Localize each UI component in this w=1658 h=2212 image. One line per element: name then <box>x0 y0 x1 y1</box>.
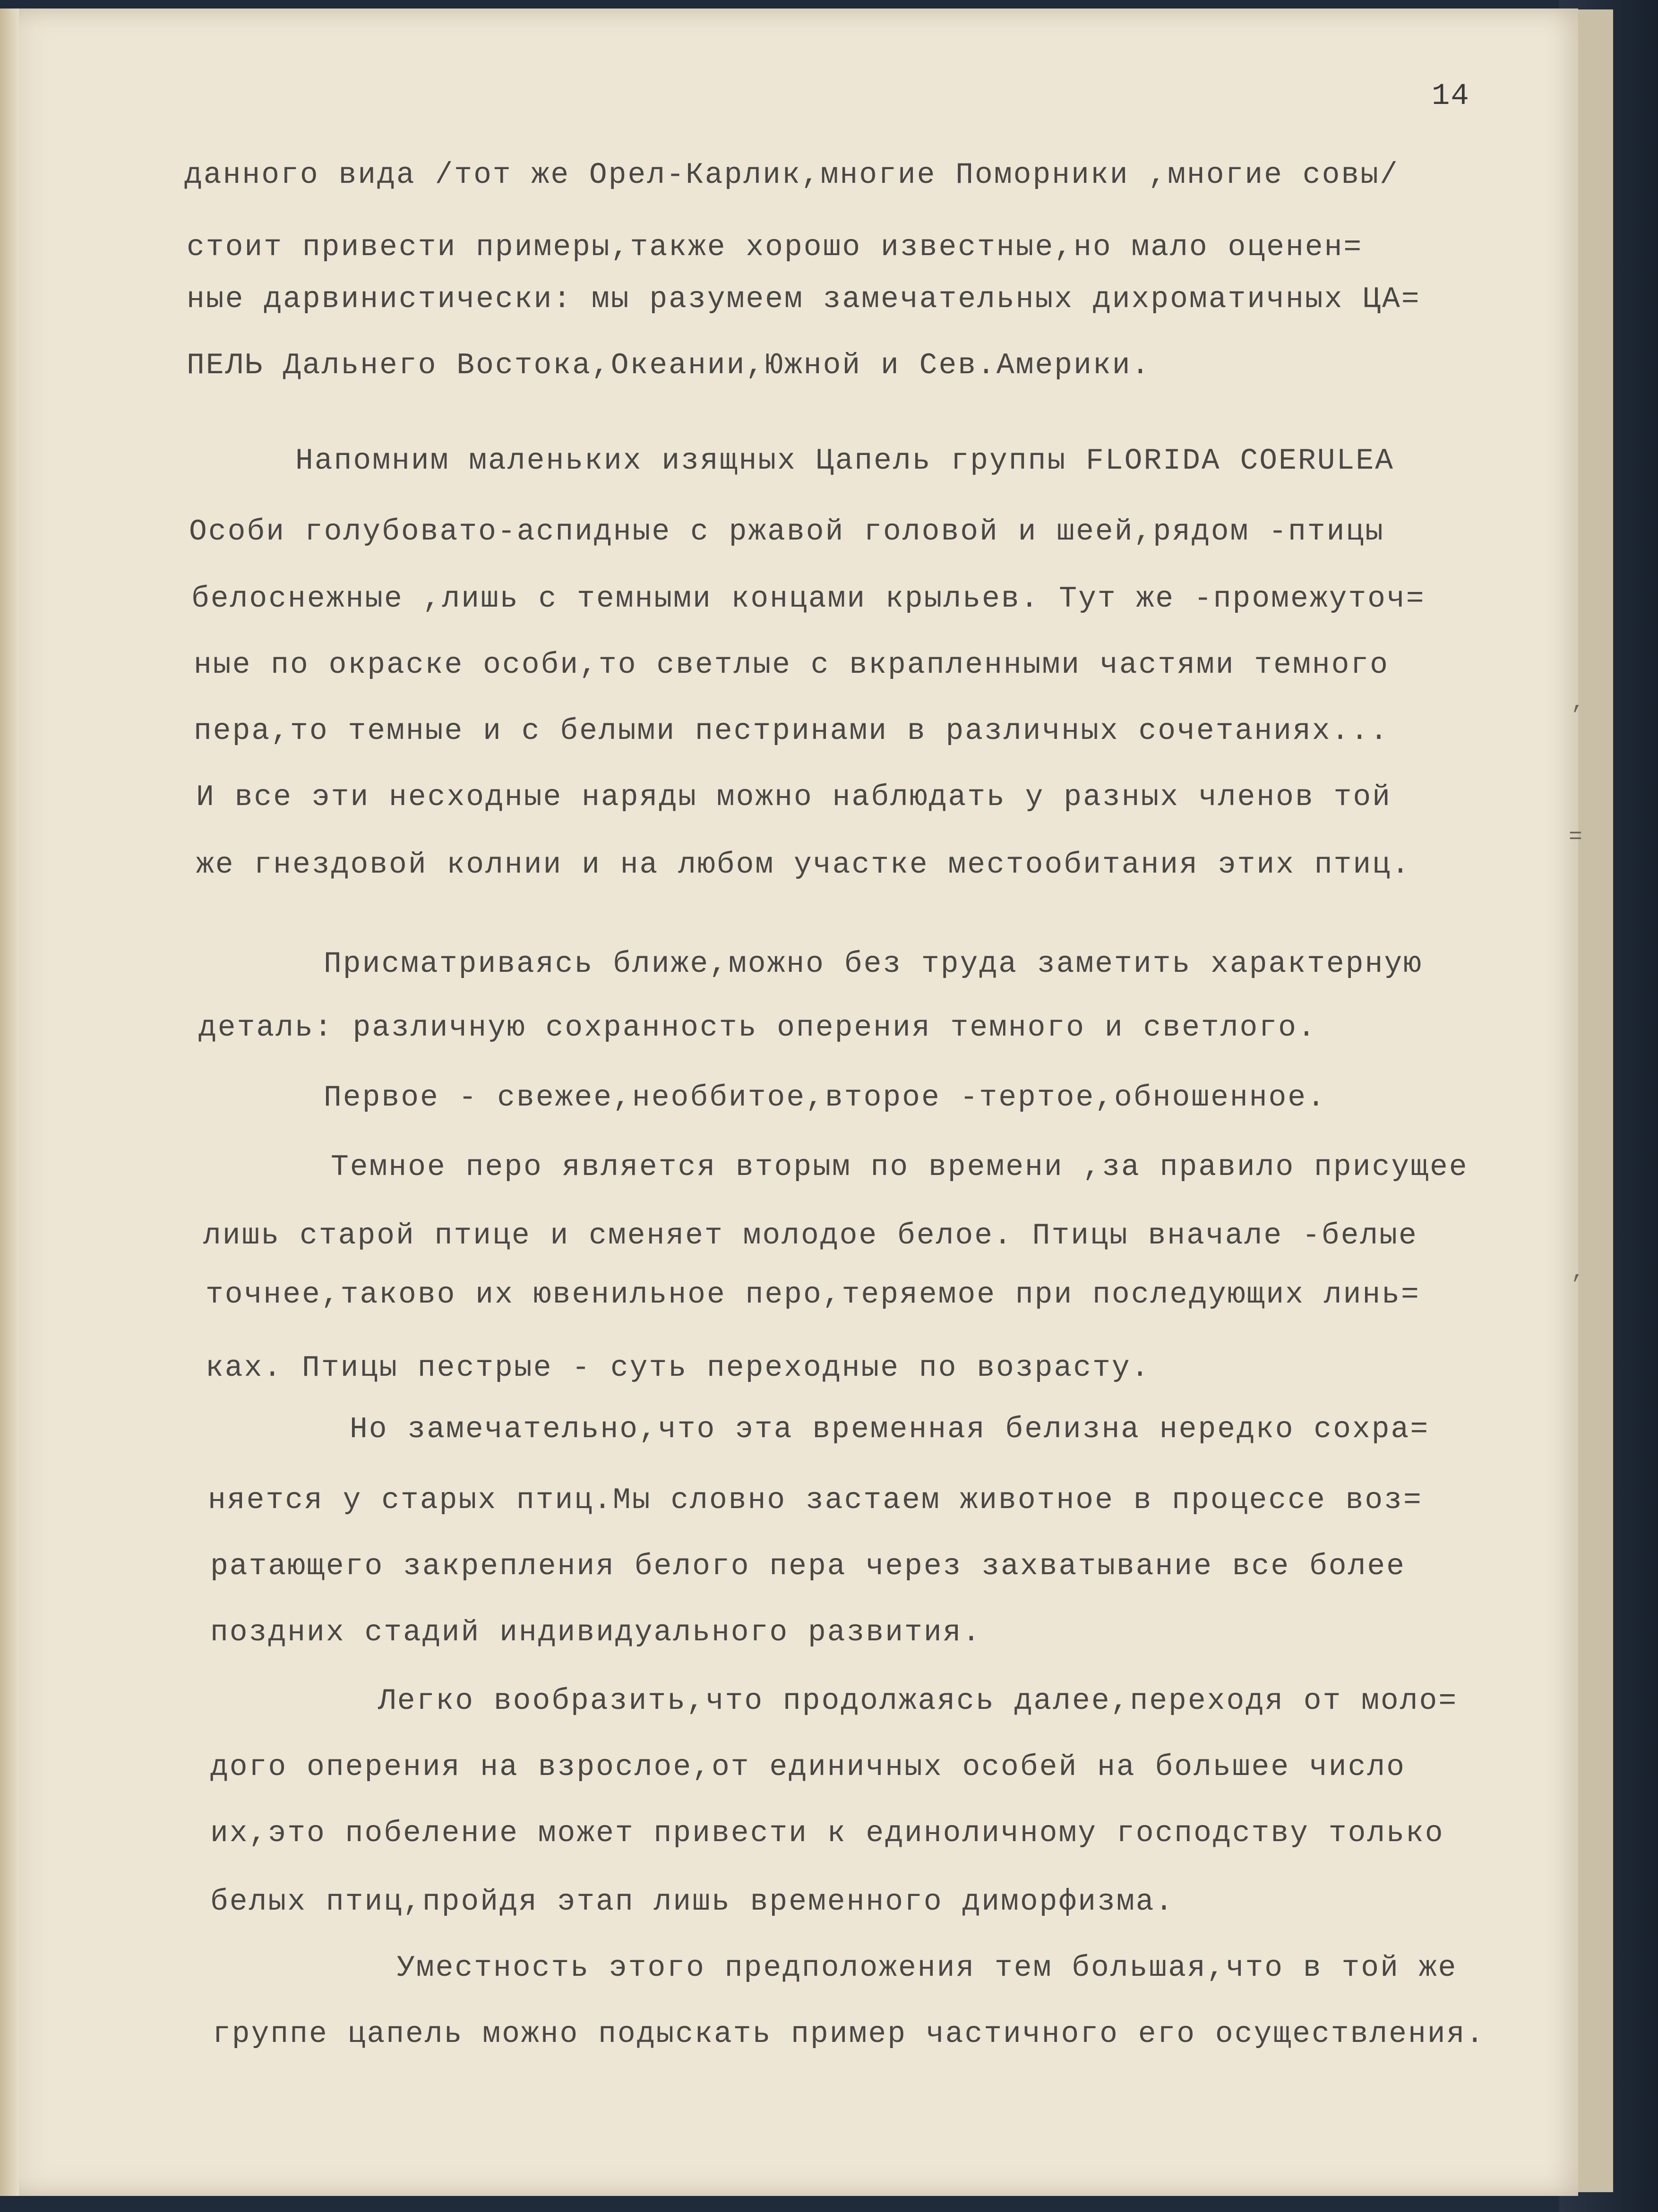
text-line: лишь старой птице и сменяет молодое белое. Птицы вначале -белые <box>203 1219 1418 1252</box>
text-line: ратающего закрепления белого пера через захватывание все более <box>210 1550 1406 1583</box>
text-line: их,это побеление может привести к единоличному господству только <box>210 1817 1444 1850</box>
text-line: дого оперения на взрослое,от единичных особей на большее число <box>210 1750 1406 1784</box>
text-line: белых птиц,пройдя этап лишь временного диморфизма. <box>210 1885 1175 1919</box>
text-line: точнее,таково их ювенильное перо,теряемое при последующих линь= <box>206 1278 1420 1312</box>
text-line: ках. Птицы пестрые - суть переходные по возрасту. <box>206 1351 1151 1385</box>
text-line: Напомним маленьких изящных Цапель группы FLORIDA COERULEA <box>295 444 1394 478</box>
text-line: данного вида /тот же Орел-Карлик,многие Поморники ,многие совы/ <box>184 158 1399 192</box>
page-binding <box>0 9 19 2196</box>
margin-mark: = <box>1569 824 1582 850</box>
text-line: Особи голубовато-аспидные с ржавой головой и шеей,рядом -птицы <box>189 515 1384 549</box>
text-line: Присматриваясь ближе,можно без труда заметить характерную <box>324 947 1423 981</box>
text-line: белоснежные ,лишь с темными концами крыльев. Тут же -промежуточ= <box>191 582 1426 616</box>
text-line: ные по окраске особи,то светлые с вкрапленными частями темного <box>194 648 1389 682</box>
text-line: Первое - свежее,необбитое,второе -тертое,обношенное. <box>324 1081 1326 1115</box>
text-line: же гнездовой колнии и на любом участке местообитания этих птиц. <box>196 848 1411 882</box>
text-line: няется у старых птиц.Мы словно застаем животное в процессе воз= <box>208 1483 1423 1517</box>
text-line: стоит привести примеры,также хорошо известные,но мало оценен= <box>187 231 1363 264</box>
text-line: Легко вообразить,что продолжаясь далее,переходя от моло= <box>378 1684 1458 1718</box>
text-line: поздних стадий индивидуального развития. <box>210 1616 982 1649</box>
text-line: ПЕЛЬ Дальнего Востока,Океании,Южной и Сев.Америки. <box>187 349 1151 382</box>
text-line: ные дарвинистически: мы разумеем замечательных дихроматичных ЦА= <box>187 283 1421 316</box>
margin-mark: , <box>1571 1259 1585 1285</box>
margin-mark: , <box>1571 690 1585 715</box>
text-line: Но замечательно,что эта временная белизна нередко сохра= <box>350 1413 1430 1446</box>
text-line: группе цапель можно подыскать пример частичного его осуществления. <box>213 2017 1486 2051</box>
text-line: И все эти несходные наряды можно наблюдать у разных членов той <box>196 780 1392 814</box>
text-line: пера,то темные и с белыми пестринами в различных сочетаниях... <box>194 714 1389 748</box>
text-line: деталь: различную сохранность оперения темного и светлого. <box>198 1011 1317 1045</box>
text-line: Уместность этого предположения тем большая,что в той же <box>397 1951 1458 1985</box>
text-line: Темное перо является вторым по времени ,за правило присущее <box>331 1150 1469 1184</box>
page-number: 14 <box>1432 79 1470 113</box>
